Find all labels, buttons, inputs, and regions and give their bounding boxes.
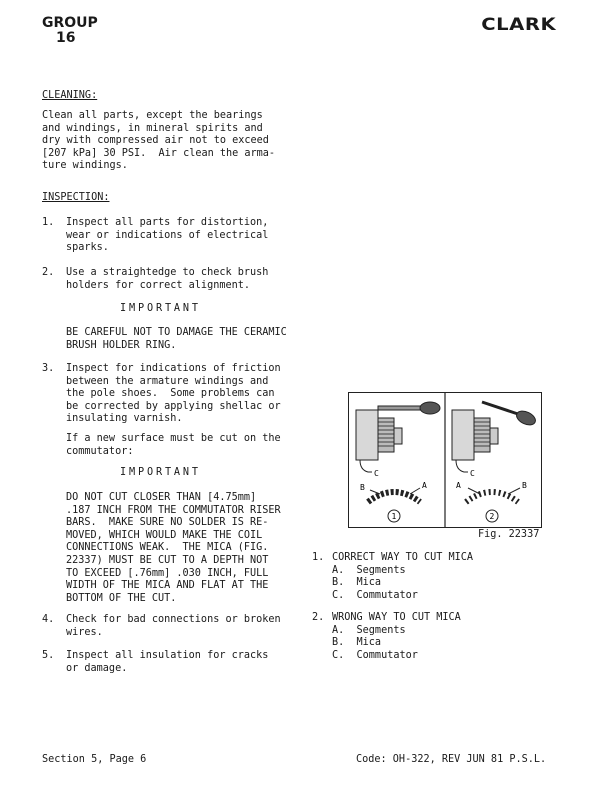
item-text: Inspect all parts for distortion, wear or indications of electrical sparks. [66, 217, 269, 254]
inspection-item-4 [42, 614, 281, 652]
legend-sub-c: C. Commutator [332, 589, 418, 601]
important-note-1: BE CAREFUL NOT TO DAMAGE THE CERAMIC BRUSH HOLDER RING. [66, 327, 287, 351]
label-a-left: A [422, 481, 427, 490]
figure-number-1: 1 [391, 512, 397, 521]
item-number: 3. [42, 363, 55, 374]
legend-sub-b: B. Mica [332, 637, 382, 649]
inspection-heading: INSPECTION: [42, 192, 110, 203]
item-text: Check for bad connections or broken wires. [66, 614, 281, 638]
footer-code: Code: OH-322, REV JUN 81 P.S.L. [356, 754, 547, 765]
inspection-item-2 [42, 267, 269, 305]
brand-logo: CLARK [480, 15, 556, 35]
label-b-left: B [360, 483, 365, 492]
label-c-right: C [470, 469, 475, 478]
cleaning-body: Clean all parts, except the bearings and windings, in mineral spirits and dry with compressed air not to exceed [207 kPa] 30 PSI. Air clean the arma- ture windings. [42, 110, 276, 172]
legend-sub-a: A. Segments [332, 564, 406, 576]
commutator-figure [348, 392, 542, 528]
cleaning-heading: CLEANING: [42, 90, 98, 101]
important-label-1: IMPORTANT [120, 303, 201, 314]
legend-number: 1. [312, 552, 325, 563]
group-number: 16 [56, 30, 76, 46]
footer-section: Section 5, Page 6 [42, 754, 147, 765]
legend-sub-b: B. Mica [332, 577, 382, 589]
item-number: 4. [42, 614, 55, 625]
item-number: 1. [42, 217, 55, 228]
figure-number-2: 2 [489, 512, 495, 521]
legend-number: 2. [312, 612, 325, 623]
group-header [42, 16, 98, 46]
label-a-right: A [456, 481, 461, 490]
group-label: GROUP [42, 15, 98, 31]
important-label-2: IMPORTANT [120, 467, 201, 478]
legend-title: CORRECT WAY TO CUT MICA [332, 552, 474, 563]
figure-legend-2 [312, 612, 461, 688]
label-c-left: C [374, 469, 379, 478]
item-number: 2. [42, 267, 55, 278]
legend-sub-c: C. Commutator [332, 649, 418, 661]
inspection-item-3 [42, 363, 281, 425]
item-text: Inspect all insulation for cracks or damage. [66, 650, 269, 674]
label-b-right: B [522, 481, 527, 490]
important-note-2: DO NOT CUT CLOSER THAN [4.75mm] .187 INCH FROM THE COMMUTATOR RISER BARS. MAKE SURE NO SOLDER IS RE- MOVED, WHICH WOULD MAKE THE COIL CONNECTIONS WEAK. THE MICA (FIG. 22337) MUST BE CUT TO A DEPTH NOT TO EXCEED [.76mm] .030 INCH, FULL WIDTH OF THE MICA AND FLAT AT THE BOTTOM OF THE CUT. [66, 492, 281, 604]
new-surface-text: If a new surface must be cut on the commutator: [66, 433, 281, 457]
item-text: Inspect for indications of friction between the armature windings and the pole shoes. Some problems can be corrected by applying shellac or insulating varnish. [66, 363, 281, 425]
legend-sub-a: A. Segments [332, 624, 406, 636]
inspection-item-1 [42, 217, 269, 255]
item-text: Use a straightedge to check brush holders for correct alignment. [66, 267, 269, 291]
legend-title: WRONG WAY TO CUT MICA [332, 612, 461, 623]
inspection-item-5 [42, 650, 269, 688]
figure-caption: Fig. 22337 [478, 529, 540, 540]
item-number: 5. [42, 650, 55, 661]
